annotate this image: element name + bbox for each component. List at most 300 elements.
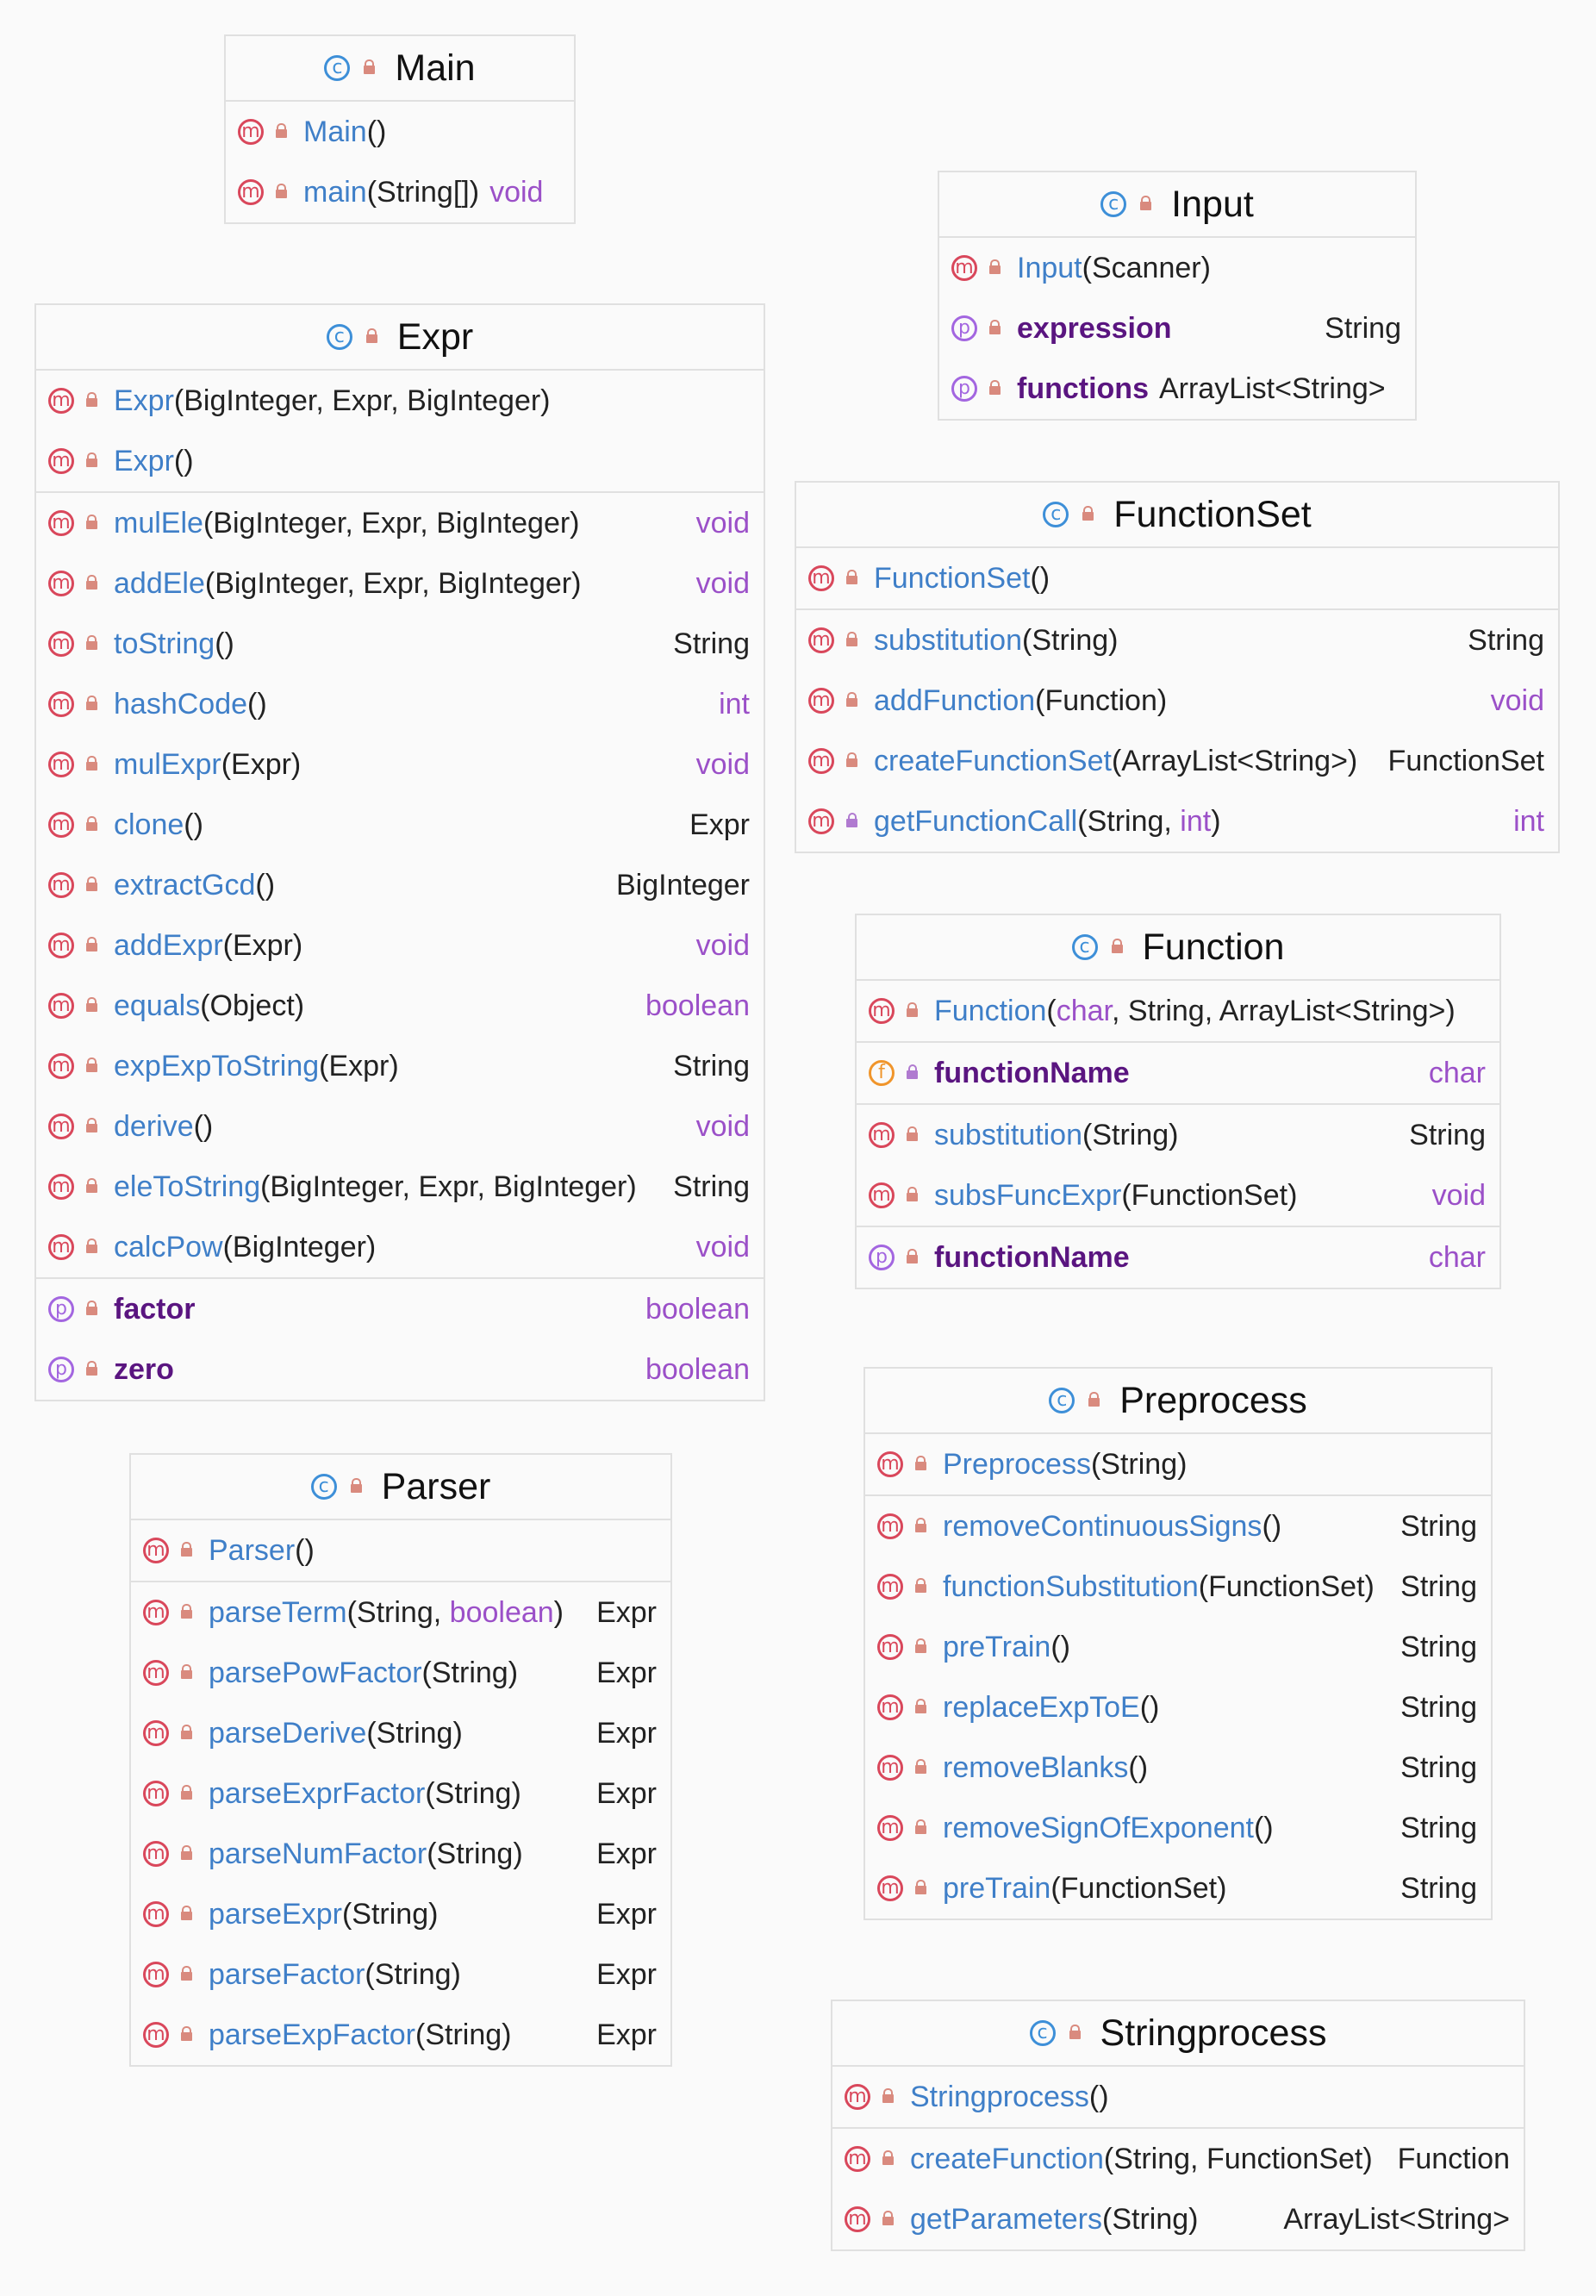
method-row[interactable] <box>131 1763 670 1824</box>
unlocked-icon <box>86 698 98 710</box>
unlocked-icon <box>846 695 858 707</box>
method-icon: m <box>808 808 834 834</box>
member-name: derive <box>114 1109 194 1143</box>
method-icon: m <box>808 748 834 774</box>
member-type: ArrayList<String> <box>1283 2202 1510 2236</box>
member-name: parsePowFactor <box>209 1656 422 1689</box>
member-name: parseExpr <box>209 1897 342 1931</box>
method-row[interactable] <box>865 1617 1491 1677</box>
unlocked-icon <box>846 572 858 584</box>
member-params: (String) <box>421 1656 519 1689</box>
method-icon: m <box>48 691 74 717</box>
member-name: addExpr <box>114 928 223 962</box>
member-params: () <box>1128 1750 1149 1784</box>
method-icon: m <box>48 388 74 414</box>
member-name: removeContinuousSigns <box>943 1509 1262 1543</box>
unlocked-icon <box>181 1788 193 1800</box>
member-params: (String) <box>366 1716 463 1750</box>
unlocked-icon <box>366 331 378 343</box>
member-name: preTrain <box>943 1630 1051 1663</box>
method-row[interactable] <box>832 2067 1524 2127</box>
member-section <box>796 548 1558 610</box>
member-name: equals <box>114 989 201 1022</box>
member-params: (Expr) <box>222 928 303 962</box>
method-icon: m <box>48 1174 74 1200</box>
member-params: () <box>1050 1630 1070 1663</box>
unlocked-icon <box>364 62 376 74</box>
unlocked-icon <box>989 262 1001 274</box>
unlocked-icon <box>1082 508 1094 521</box>
member-params: (FunctionSet) <box>1121 1178 1298 1212</box>
member-type: String <box>1400 1750 1477 1784</box>
unlocked-icon <box>181 1968 193 1981</box>
member-name: parseTerm <box>209 1595 347 1629</box>
method-icon: m <box>48 933 74 958</box>
member-params: (Function) <box>1035 683 1168 717</box>
unlocked-icon <box>915 1701 927 1713</box>
member-params: () <box>173 444 194 477</box>
class-expr[interactable] <box>34 303 765 1401</box>
method-row[interactable] <box>857 1165 1499 1226</box>
method-row[interactable] <box>796 791 1558 852</box>
member-type: String <box>1468 623 1544 657</box>
method-icon: m <box>143 1660 169 1686</box>
class-stringprocess[interactable] <box>831 2000 1525 2251</box>
method-icon: m <box>877 1694 903 1720</box>
method-icon: m <box>48 1053 74 1079</box>
method-icon: m <box>845 2146 870 2172</box>
property-icon: p <box>48 1357 74 1382</box>
member-section <box>857 981 1499 1043</box>
unlocked-icon <box>915 1822 927 1834</box>
unlocked-icon <box>181 1908 193 1920</box>
member-params: () <box>1088 2080 1109 2113</box>
method-row[interactable] <box>36 614 764 674</box>
class-icon: c <box>311 1474 337 1500</box>
unlocked-icon <box>915 1581 927 1593</box>
class-preprocess[interactable] <box>863 1367 1493 1920</box>
member-type: String <box>673 1049 750 1082</box>
member-name: parseFactor <box>209 1957 365 1991</box>
method-row[interactable] <box>796 548 1558 608</box>
method-icon: m <box>143 1720 169 1746</box>
method-icon: m <box>877 1815 903 1841</box>
member-params: (String[]) <box>366 175 480 209</box>
member-type: Expr <box>596 2018 657 2051</box>
member-name: expExpToString <box>114 1049 320 1082</box>
member-name: Preprocess <box>943 1447 1091 1481</box>
member-type: String <box>1400 1871 1477 1905</box>
method-row[interactable] <box>36 795 764 855</box>
member-type: String <box>1409 1118 1486 1151</box>
member-name: parseDerive <box>209 1716 367 1750</box>
member-type: void <box>695 566 750 600</box>
member-section <box>865 1434 1491 1496</box>
method-icon: m <box>48 571 74 596</box>
property-icon: p <box>48 1296 74 1322</box>
method-icon: m <box>48 448 74 474</box>
unlocked-icon <box>181 1848 193 1860</box>
member-type: String <box>1400 1690 1477 1724</box>
member-type: void <box>695 506 750 540</box>
member-params: (Expr) <box>319 1049 399 1082</box>
member-name: Function <box>934 994 1047 1027</box>
method-row[interactable] <box>796 671 1558 731</box>
method-row[interactable] <box>36 1036 764 1096</box>
property-row[interactable] <box>939 298 1415 359</box>
method-icon: m <box>238 119 264 145</box>
member-type: boolean <box>645 1292 750 1326</box>
unlocked-icon <box>86 939 98 951</box>
unlocked-icon <box>882 2213 895 2225</box>
member-section <box>857 1227 1499 1288</box>
member-type: Expr <box>596 1837 657 1870</box>
member-section <box>131 1520 670 1582</box>
class-functionset[interactable] <box>795 481 1560 853</box>
unlocked-icon <box>86 1120 98 1132</box>
member-params: () <box>193 1109 214 1143</box>
member-type: char <box>1428 1240 1486 1274</box>
member-name: substitution <box>934 1118 1082 1151</box>
method-row[interactable] <box>131 1703 670 1763</box>
method-row[interactable] <box>857 1105 1499 1165</box>
member-name: parseExpFactor <box>209 2018 415 2051</box>
member-type: Expr <box>689 808 750 841</box>
member-type: Expr <box>596 1897 657 1931</box>
method-row[interactable] <box>865 1434 1491 1494</box>
class-header <box>939 172 1415 238</box>
unlocked-icon <box>181 1667 193 1679</box>
member-name: addEle <box>114 566 205 600</box>
method-icon: m <box>877 1574 903 1600</box>
member-params: () <box>1139 1690 1160 1724</box>
class-input[interactable] <box>938 171 1417 421</box>
method-row[interactable] <box>832 2129 1524 2189</box>
member-section <box>796 610 1558 852</box>
method-row[interactable] <box>865 1798 1491 1858</box>
member-type: String <box>1400 1811 1477 1844</box>
member-name: Input <box>1017 251 1082 284</box>
method-row[interactable] <box>36 1096 764 1157</box>
method-row[interactable] <box>796 731 1558 791</box>
unlocked-icon <box>1088 1394 1100 1407</box>
member-name: replaceExpToE <box>943 1690 1140 1724</box>
member-name: getFunctionCall <box>874 804 1078 838</box>
member-type: String <box>673 627 750 660</box>
member-type: Expr <box>596 1776 657 1810</box>
method-row[interactable] <box>796 610 1558 671</box>
locked-icon <box>907 1067 919 1079</box>
unlocked-icon <box>181 1607 193 1619</box>
member-params: (Object) <box>200 989 305 1022</box>
member-type: boolean <box>645 989 750 1022</box>
member-type: void <box>1490 683 1544 717</box>
member-params: () <box>247 687 267 721</box>
member-type: Expr <box>596 1595 657 1629</box>
member-name: parseNumFactor <box>209 1837 427 1870</box>
unlocked-icon <box>181 1727 193 1739</box>
member-type: String <box>1400 1630 1477 1663</box>
unlocked-icon <box>86 1363 98 1376</box>
method-row[interactable] <box>131 2005 670 2065</box>
class-icon: c <box>1049 1388 1075 1413</box>
member-params: () <box>184 808 203 841</box>
method-row[interactable] <box>939 238 1415 298</box>
class-icon: c <box>327 324 352 350</box>
method-row[interactable] <box>36 371 764 431</box>
member-name: Parser <box>209 1533 296 1567</box>
method-icon: m <box>869 1182 895 1208</box>
member-name: Stringprocess <box>910 2080 1089 2113</box>
field-row[interactable] <box>857 1043 1499 1103</box>
member-section <box>857 1105 1499 1227</box>
member-params: (ArrayList<String>) <box>1111 744 1358 777</box>
unlocked-icon <box>915 1520 927 1532</box>
method-icon: m <box>48 510 74 536</box>
class-main[interactable] <box>224 34 576 224</box>
property-icon: p <box>869 1245 895 1270</box>
class-header <box>131 1455 670 1520</box>
class-name: FunctionSet <box>1113 493 1312 535</box>
method-icon: m <box>845 2084 870 2110</box>
member-params: (BigInteger) <box>222 1230 377 1263</box>
unlocked-icon <box>882 2153 895 2165</box>
member-name: functionSubstitution <box>943 1569 1199 1603</box>
member-params: () <box>1262 1509 1282 1543</box>
member-type: Expr <box>596 1716 657 1750</box>
member-name: extractGcd <box>114 868 256 902</box>
member-section <box>36 371 764 493</box>
member-section <box>832 2129 1524 2249</box>
property-row[interactable] <box>36 1339 764 1400</box>
member-type: String <box>1325 311 1401 345</box>
member-type: int <box>719 687 750 721</box>
member-params: (String) <box>1102 2202 1199 2236</box>
property-row[interactable] <box>939 359 1415 419</box>
method-row[interactable] <box>131 1884 670 1944</box>
member-params: () <box>215 627 234 660</box>
method-row[interactable] <box>865 1496 1491 1557</box>
member-type: Expr <box>596 1957 657 1991</box>
member-params: (String) <box>341 1897 439 1931</box>
class-name: Stringprocess <box>1100 2012 1327 2054</box>
unlocked-icon <box>915 1641 927 1653</box>
method-row[interactable] <box>36 493 764 553</box>
method-row[interactable] <box>36 915 764 976</box>
member-name: toString <box>114 627 215 660</box>
member-params: (String) <box>415 2018 512 2051</box>
method-row[interactable] <box>832 2189 1524 2249</box>
class-header <box>36 305 764 371</box>
member-name: Expr <box>114 384 174 417</box>
locked-icon <box>846 815 858 827</box>
method-row[interactable] <box>131 1520 670 1581</box>
member-params: (String) <box>365 1957 461 1991</box>
class-icon: c <box>1043 502 1069 527</box>
member-params: (String) <box>1090 1447 1188 1481</box>
method-row[interactable] <box>131 1824 670 1884</box>
member-type: void <box>695 747 750 781</box>
method-icon: m <box>877 1755 903 1781</box>
method-icon: m <box>48 752 74 777</box>
member-params: (BigInteger, Expr, BigInteger) <box>173 384 551 417</box>
class-header <box>865 1369 1491 1434</box>
member-params: (String) <box>1022 623 1119 657</box>
member-section <box>131 1582 670 2065</box>
method-row[interactable] <box>36 855 764 915</box>
member-name: hashCode <box>114 687 248 721</box>
member-type: void <box>695 928 750 962</box>
unlocked-icon <box>907 1251 919 1263</box>
method-icon: m <box>808 688 834 714</box>
method-icon: m <box>951 255 977 281</box>
member-section <box>939 238 1415 419</box>
method-icon: m <box>143 1781 169 1806</box>
member-params: (BigInteger, Expr, BigInteger) <box>203 506 580 540</box>
method-icon: m <box>877 1875 903 1901</box>
method-icon: m <box>143 1841 169 1867</box>
method-icon: m <box>143 1538 169 1563</box>
unlocked-icon <box>882 2091 895 2103</box>
member-params: (String) <box>427 1837 523 1870</box>
unlocked-icon <box>1112 941 1124 953</box>
method-row[interactable] <box>36 553 764 614</box>
member-name: FunctionSet <box>874 561 1031 595</box>
method-icon: m <box>143 2022 169 2048</box>
member-params: (BigInteger, Expr, BigInteger) <box>260 1170 637 1203</box>
member-type: void <box>695 1230 750 1263</box>
method-row[interactable] <box>36 1157 764 1217</box>
unlocked-icon <box>86 879 98 891</box>
method-row[interactable] <box>131 1582 670 1643</box>
unlocked-icon <box>276 186 288 198</box>
member-name: functionName <box>934 1056 1130 1089</box>
member-name: removeSignOfExponent <box>943 1811 1254 1844</box>
class-name: Input <box>1171 183 1254 225</box>
unlocked-icon <box>915 1762 927 1774</box>
member-params: (String) <box>1082 1118 1179 1151</box>
class-name: Expr <box>396 315 474 358</box>
unlocked-icon <box>989 322 1001 334</box>
method-row[interactable] <box>131 1944 670 2005</box>
member-type: BigInteger <box>616 868 750 902</box>
unlocked-icon <box>86 1000 98 1012</box>
member-name: calcPow <box>114 1230 223 1263</box>
member-params: () <box>255 868 276 902</box>
class-name: Main <box>395 47 476 89</box>
method-row[interactable] <box>36 431 764 491</box>
member-type: String <box>1400 1569 1477 1603</box>
class-header <box>857 915 1499 981</box>
member-name: subsFuncExpr <box>934 1178 1122 1212</box>
method-icon: m <box>877 1451 903 1477</box>
member-name: mulExpr <box>114 747 221 781</box>
member-section <box>36 493 764 1279</box>
unlocked-icon <box>86 1060 98 1072</box>
member-params: (String) <box>425 1776 521 1810</box>
member-type: boolean <box>645 1352 750 1386</box>
member-name: mulEle <box>114 506 203 540</box>
method-icon: m <box>48 993 74 1019</box>
member-params: (String, int) <box>1077 804 1221 838</box>
method-row[interactable] <box>226 102 574 162</box>
member-params: (String, FunctionSet) <box>1103 2142 1373 2175</box>
unlocked-icon <box>907 1129 919 1141</box>
property-row[interactable] <box>36 1279 764 1339</box>
property-row[interactable] <box>857 1227 1499 1288</box>
class-header <box>832 2001 1524 2067</box>
member-name: zero <box>114 1352 174 1386</box>
method-row[interactable] <box>36 674 764 734</box>
method-icon: m <box>48 812 74 838</box>
class-icon: c <box>324 55 350 81</box>
member-type: int <box>1513 804 1544 838</box>
member-type: Expr <box>596 1656 657 1689</box>
member-section <box>832 2067 1524 2129</box>
method-row[interactable] <box>226 162 574 222</box>
class-name: Parser <box>381 1465 491 1507</box>
member-name: expression <box>1017 311 1172 345</box>
method-row[interactable] <box>865 1557 1491 1617</box>
member-name: createFunction <box>910 2142 1104 2175</box>
method-icon: m <box>808 565 834 591</box>
unlocked-icon <box>86 638 98 650</box>
method-row[interactable] <box>36 1217 764 1277</box>
member-params: () <box>1030 561 1050 595</box>
method-row[interactable] <box>865 1677 1491 1738</box>
class-header <box>226 36 574 102</box>
member-name: getParameters <box>910 2202 1102 2236</box>
unlocked-icon <box>989 383 1001 395</box>
member-params: (String, boolean) <box>346 1595 564 1629</box>
unlocked-icon <box>846 634 858 646</box>
class-parser[interactable] <box>129 1453 672 2067</box>
method-row[interactable] <box>131 1643 670 1703</box>
member-name: functions <box>1017 371 1149 405</box>
method-icon: m <box>48 872 74 898</box>
member-params: () <box>366 115 387 148</box>
method-icon: m <box>238 179 264 205</box>
member-type: FunctionSet <box>1387 744 1544 777</box>
unlocked-icon <box>86 395 98 407</box>
member-name: Expr <box>114 444 174 477</box>
member-params: () <box>295 1533 315 1567</box>
unlocked-icon <box>1140 198 1152 210</box>
method-row[interactable] <box>36 734 764 795</box>
member-type: void <box>489 175 544 209</box>
member-name: factor <box>114 1292 196 1326</box>
unlocked-icon <box>86 517 98 529</box>
member-name: substitution <box>874 623 1022 657</box>
unlocked-icon <box>86 1241 98 1253</box>
member-name: removeBlanks <box>943 1750 1129 1784</box>
method-icon: m <box>869 1122 895 1148</box>
method-icon: m <box>143 1901 169 1927</box>
method-icon: m <box>877 1513 903 1539</box>
member-name: Main <box>303 115 367 148</box>
class-function[interactable] <box>855 914 1501 1289</box>
unlocked-icon <box>86 455 98 467</box>
member-section <box>36 1279 764 1400</box>
method-row[interactable] <box>857 981 1499 1041</box>
method-icon: m <box>48 631 74 657</box>
method-icon: m <box>48 1114 74 1139</box>
method-row[interactable] <box>865 1738 1491 1798</box>
method-row[interactable] <box>36 976 764 1036</box>
member-name: main <box>303 175 367 209</box>
unlocked-icon <box>86 758 98 771</box>
method-row[interactable] <box>865 1858 1491 1919</box>
